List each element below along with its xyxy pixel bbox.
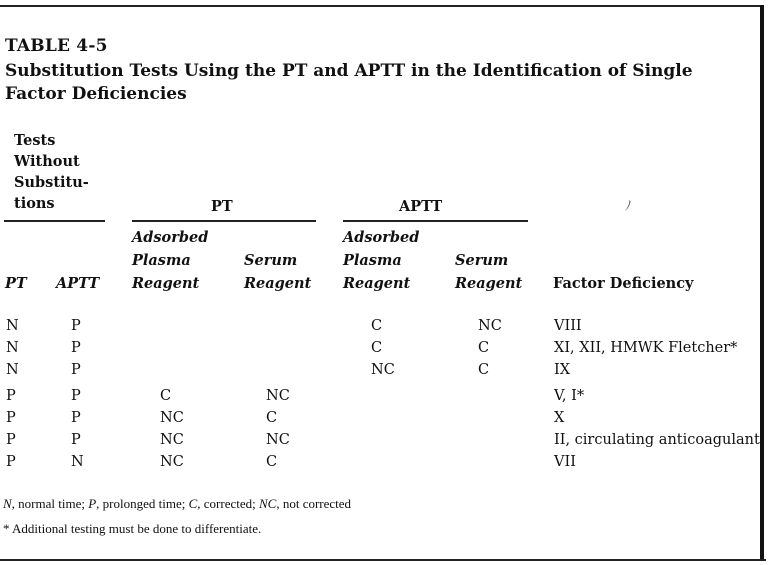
cell-aptt-adsorbed: C <box>371 340 383 356</box>
page-edge <box>760 5 764 561</box>
cell-aptt: P <box>71 340 81 356</box>
header-line: Serum <box>455 252 509 269</box>
cell-pt-adsorbed: NC <box>160 432 184 448</box>
top-rule <box>0 5 762 7</box>
cell-aptt-serum: C <box>478 340 490 356</box>
cell-aptt-adsorbed: NC <box>371 362 395 378</box>
legend-text-p: , prolonged time; <box>96 496 189 511</box>
cell-pt: N <box>6 318 19 334</box>
cell-factor: IX <box>554 362 571 378</box>
cell-pt-serum: NC <box>266 432 290 448</box>
header-col-factor-deficiency: Factor Deficiency <box>553 275 694 292</box>
header-col-aptt: APTT <box>56 275 100 292</box>
bottom-rule <box>0 559 766 561</box>
legend-text-c: , corrected; <box>197 496 259 511</box>
span-rule-pt <box>132 220 316 222</box>
header-col-pt-serum <box>244 249 311 295</box>
cell-aptt: P <box>71 388 81 404</box>
cell-factor: V, I* <box>554 388 585 404</box>
cell-aptt: P <box>71 318 81 334</box>
header-group-aptt: APTT <box>399 198 443 215</box>
header-line: Serum <box>244 252 298 269</box>
cell-pt-adsorbed: NC <box>160 410 184 426</box>
cell-pt: P <box>6 388 16 404</box>
cell-pt: N <box>6 362 19 378</box>
cell-pt: N <box>6 340 19 356</box>
header-line: Plasma <box>343 252 402 269</box>
header-line: Reagent <box>244 275 312 292</box>
span-rule-without <box>4 220 105 222</box>
cell-factor: X <box>554 410 565 426</box>
table-number: TABLE 4-5 <box>5 36 108 56</box>
cell-factor: II, circulating anticoagulant <box>554 432 760 448</box>
abbreviation-legend <box>3 496 351 512</box>
legend-abbr-nc: NC <box>259 496 277 511</box>
header-line: Reagent <box>132 275 200 292</box>
header-group-without-substitutions <box>14 130 89 214</box>
header-line: Reagent <box>455 275 523 292</box>
cell-aptt: P <box>71 432 81 448</box>
legend-abbr-n: N <box>3 496 12 511</box>
cell-pt: P <box>6 454 16 470</box>
span-rule-aptt <box>343 220 528 222</box>
header-line: Adsorbed <box>343 229 420 246</box>
cell-aptt: N <box>71 454 84 470</box>
cell-aptt-adsorbed: C <box>371 318 383 334</box>
header-line: Substitu- <box>14 174 89 191</box>
stray-mark: ﾉ <box>625 199 632 214</box>
header-col-pt: PT <box>5 275 27 292</box>
header-group-pt: PT <box>211 198 233 215</box>
header-line: Adsorbed <box>132 229 209 246</box>
cell-pt-serum: C <box>266 410 278 426</box>
cell-pt-serum: C <box>266 454 278 470</box>
header-line: Plasma <box>132 252 191 269</box>
header-col-aptt-serum <box>455 249 522 295</box>
legend-text-nc: , not corrected <box>276 496 352 511</box>
header-col-pt-adsorbed <box>132 226 208 295</box>
header-line: Tests <box>14 132 56 149</box>
cell-aptt: P <box>71 410 81 426</box>
cell-pt-serum: NC <box>266 388 290 404</box>
cell-pt-adsorbed: C <box>160 388 172 404</box>
cell-aptt-serum: C <box>478 362 490 378</box>
legend-text-n: , normal time; <box>11 496 89 511</box>
footnote: * Additional testing must be done to differentiate. <box>3 521 262 536</box>
cell-pt: P <box>6 410 16 426</box>
cell-aptt-serum: NC <box>478 318 502 334</box>
header-line: tions <box>14 195 55 212</box>
header-line: Reagent <box>343 275 411 292</box>
legend-abbr-p: P <box>88 496 97 511</box>
cell-aptt: P <box>71 362 81 378</box>
cell-factor: VII <box>554 454 576 470</box>
legend-abbr-c: C <box>188 496 198 511</box>
cell-factor: VIII <box>554 318 582 334</box>
table-title: Substitution Tests Using the PT and APTT in the Identification of Single Factor Deficiencies <box>5 61 693 104</box>
cell-pt-adsorbed: NC <box>160 454 184 470</box>
header-line: Without <box>14 153 80 170</box>
header-col-aptt-adsorbed <box>343 226 419 295</box>
cell-pt: P <box>6 432 16 448</box>
cell-factor: XI, XII, HMWK Fletcher* <box>554 340 738 356</box>
